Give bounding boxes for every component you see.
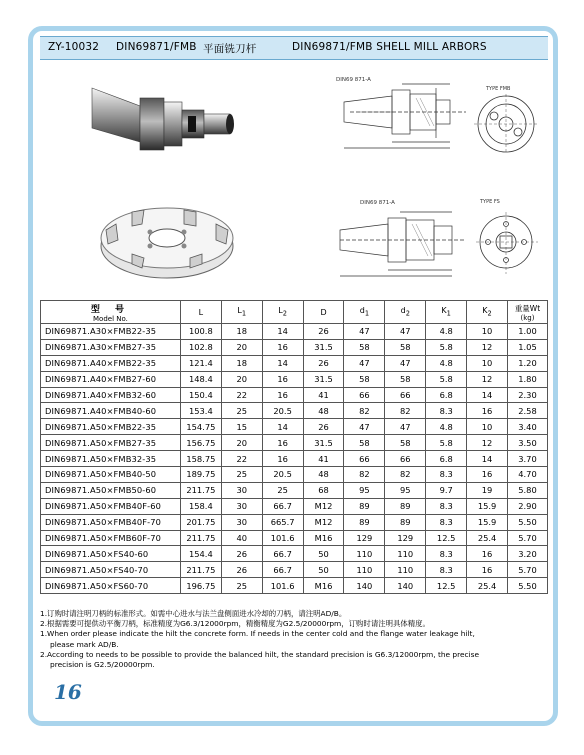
cell-L1: 30: [221, 514, 262, 530]
cell-d1: 82: [344, 403, 385, 419]
cell-K1: 12.5: [426, 530, 467, 546]
cell-d1: 47: [344, 324, 385, 340]
cell-model: DIN69871.A50×FMB40F-60: [41, 498, 181, 514]
cell-d2: 110: [385, 546, 426, 562]
product-name-en: DIN69871/FMB SHELL MILL ARBORS: [292, 41, 487, 53]
header-D: D: [303, 301, 344, 324]
cell-K1: 8.3: [426, 403, 467, 419]
cell-weight: 2.30: [508, 387, 548, 403]
cell-D: 68: [303, 482, 344, 498]
cell-weight: 5.70: [508, 530, 548, 546]
cell-L1: 20: [221, 371, 262, 387]
cell-weight: 1.20: [508, 355, 548, 371]
cell-weight: 5.80: [508, 482, 548, 498]
cell-L: 158.75: [180, 451, 221, 467]
cell-K1: 12.5: [426, 578, 467, 594]
cell-L2: 14: [262, 355, 303, 371]
cell-L1: 15: [221, 419, 262, 435]
cell-model: DIN69871.A30×FMB27-35: [41, 339, 181, 355]
cell-d2: 129: [385, 530, 426, 546]
arbor-photo: [80, 76, 250, 176]
spec-table: [40, 300, 548, 594]
header-d2: $d_2$: [385, 301, 426, 324]
note-en-2: 2.According to needs to be possible to provide the balanced hilt, the standard precision is G6.3/12000rpm, the precise: [40, 649, 480, 659]
cell-K2: 19: [467, 482, 508, 498]
cell-d2: 140: [385, 578, 426, 594]
cell-L1: 26: [221, 562, 262, 578]
cell-K1: 8.3: [426, 546, 467, 562]
table-row: [41, 546, 548, 562]
table-row: [41, 403, 548, 419]
cell-L: 211.75: [180, 530, 221, 546]
page-number: 16: [54, 680, 82, 704]
cell-L2: 101.6: [262, 578, 303, 594]
cell-L1: 25: [221, 578, 262, 594]
cell-d2: 89: [385, 498, 426, 514]
cell-D: 41: [303, 387, 344, 403]
cell-L1: 30: [221, 498, 262, 514]
cell-d1: 58: [344, 435, 385, 451]
cell-model: DIN69871.A50×FMB22-35: [41, 419, 181, 435]
table-row: [41, 482, 548, 498]
cell-L2: 25: [262, 482, 303, 498]
cell-d1: 58: [344, 371, 385, 387]
cell-model: DIN69871.A50×FMB27-35: [41, 435, 181, 451]
cell-K1: 8.3: [426, 498, 467, 514]
cell-d1: 110: [344, 562, 385, 578]
cell-L1: 20: [221, 435, 262, 451]
cell-d2: 89: [385, 514, 426, 530]
table-header-row: [41, 301, 548, 324]
cell-d1: 82: [344, 467, 385, 483]
cell-L: 211.75: [180, 562, 221, 578]
type-label-bottom: TYPE FS: [480, 199, 500, 205]
cell-d1: 110: [344, 546, 385, 562]
cell-weight: 1.80: [508, 371, 548, 387]
cell-d2: 58: [385, 371, 426, 387]
cell-L2: 16: [262, 451, 303, 467]
cell-weight: 4.70: [508, 467, 548, 483]
cell-d1: 58: [344, 339, 385, 355]
cell-L: 100.8: [180, 324, 221, 340]
cell-L1: 26: [221, 546, 262, 562]
cell-K2: 12: [467, 435, 508, 451]
table-row: [41, 324, 548, 340]
product-name-cn: 平面铣刀杆: [203, 43, 257, 55]
cell-L1: 18: [221, 355, 262, 371]
cell-D: 48: [303, 403, 344, 419]
header-d1: $d_1$: [344, 301, 385, 324]
cell-d1: 66: [344, 451, 385, 467]
table-row: [41, 514, 548, 530]
notes: [40, 609, 548, 670]
cell-d1: 140: [344, 578, 385, 594]
header-L2: $L_2$: [262, 301, 303, 324]
cell-L2: 20.5: [262, 403, 303, 419]
cell-weight: 5.50: [508, 514, 548, 530]
header-L1: $L_1$: [221, 301, 262, 324]
cell-L: 158.4: [180, 498, 221, 514]
table-row: [41, 530, 548, 546]
cell-weight: 3.40: [508, 419, 548, 435]
cell-model: DIN69871.A50×FS40-60: [41, 546, 181, 562]
cell-model: DIN69871.A50×FMB40-50: [41, 467, 181, 483]
cell-d2: 47: [385, 419, 426, 435]
cell-K2: 16: [467, 546, 508, 562]
cell-L1: 25: [221, 467, 262, 483]
din-label-top: DIN69 871-A: [336, 77, 371, 83]
cell-d1: 129: [344, 530, 385, 546]
cell-K1: 4.8: [426, 419, 467, 435]
table-row: [41, 387, 548, 403]
cell-L1: 40: [221, 530, 262, 546]
cell-L: 196.75: [180, 578, 221, 594]
note-cn-1: 1.订购时请注明刀柄的标准形式。如需中心进水与法兰盘侧面进水冷却的刀柄，请注明AD/B。: [40, 609, 347, 618]
cell-d2: 66: [385, 387, 426, 403]
cell-d2: 58: [385, 435, 426, 451]
fs-end-view-drawing: [474, 196, 544, 282]
cell-K2: 16: [467, 403, 508, 419]
cell-K2: 16: [467, 467, 508, 483]
table-row: [41, 578, 548, 594]
cell-D: 50: [303, 546, 344, 562]
cell-L2: 16: [262, 387, 303, 403]
cell-L: 156.75: [180, 435, 221, 451]
cutter-photo: [92, 196, 242, 286]
cell-model: DIN69871.A40×FMB27-60: [41, 371, 181, 387]
cell-K1: 8.3: [426, 514, 467, 530]
cell-d2: 47: [385, 355, 426, 371]
cell-K2: 25.4: [467, 530, 508, 546]
cell-K2: 14: [467, 387, 508, 403]
cell-D: 26: [303, 419, 344, 435]
cell-D: 26: [303, 324, 344, 340]
fmb-end-view-drawing: [472, 84, 542, 160]
table-row: [41, 498, 548, 514]
cell-K2: 10: [467, 419, 508, 435]
cell-L1: 22: [221, 451, 262, 467]
fmb-section-drawing: [330, 68, 470, 160]
cell-L2: 16: [262, 435, 303, 451]
cell-d1: 89: [344, 514, 385, 530]
cell-K1: 4.8: [426, 324, 467, 340]
cell-model: DIN69871.A50×FS40-70: [41, 562, 181, 578]
table-row: [41, 562, 548, 578]
cell-D: M16: [303, 578, 344, 594]
cell-K1: 9.7: [426, 482, 467, 498]
cell-D: 31.5: [303, 339, 344, 355]
header-K2: $K_2$: [467, 301, 508, 324]
cell-model: DIN69871.A50×FS60-70: [41, 578, 181, 594]
cell-L1: 25: [221, 403, 262, 419]
cell-L: 150.4: [180, 387, 221, 403]
table-row: [41, 467, 548, 483]
product-standard: DIN69871/FMB: [116, 41, 197, 53]
cell-d2: 110: [385, 562, 426, 578]
cell-L: 102.8: [180, 339, 221, 355]
cell-model: DIN69871.A50×FMB32-35: [41, 451, 181, 467]
cell-weight: 3.70: [508, 451, 548, 467]
cell-K2: 14: [467, 451, 508, 467]
cell-D: 50: [303, 562, 344, 578]
cell-d2: 82: [385, 403, 426, 419]
cell-L1: 18: [221, 324, 262, 340]
cell-weight: 5.50: [508, 578, 548, 594]
table-row: [41, 451, 548, 467]
cell-L2: 14: [262, 419, 303, 435]
page-content: [40, 36, 548, 704]
cell-K1: 5.8: [426, 435, 467, 451]
cell-L: 153.4: [180, 403, 221, 419]
table-row: [41, 355, 548, 371]
cell-K2: 10: [467, 355, 508, 371]
cell-K2: 25.4: [467, 578, 508, 594]
cell-weight: 2.58: [508, 403, 548, 419]
cell-L1: 22: [221, 387, 262, 403]
cell-K2: 15.9: [467, 514, 508, 530]
cell-model: DIN69871.A50×FMB60F-70: [41, 530, 181, 546]
cell-K2: 15.9: [467, 498, 508, 514]
cell-d2: 95: [385, 482, 426, 498]
cell-L: 211.75: [180, 482, 221, 498]
cell-L: 154.75: [180, 419, 221, 435]
cell-model: DIN69871.A40×FMB32-60: [41, 387, 181, 403]
cell-L: 121.4: [180, 355, 221, 371]
cell-D: 41: [303, 451, 344, 467]
cell-K2: 10: [467, 324, 508, 340]
cell-K2: 12: [467, 371, 508, 387]
fs-section-drawing: [330, 196, 470, 286]
table-row: [41, 371, 548, 387]
cell-d1: 47: [344, 355, 385, 371]
product-code: ZY-10032: [48, 41, 100, 53]
cell-L: 189.75: [180, 467, 221, 483]
cell-L1: 20: [221, 339, 262, 355]
cell-weight: 1.00: [508, 324, 548, 340]
title-bar: [40, 36, 548, 60]
cell-L2: 14: [262, 324, 303, 340]
cell-d1: 95: [344, 482, 385, 498]
table-row: [41, 435, 548, 451]
cell-D: M12: [303, 498, 344, 514]
header-L: L: [180, 301, 221, 324]
cell-weight: 3.20: [508, 546, 548, 562]
cell-d2: 58: [385, 339, 426, 355]
cell-K1: 4.8: [426, 355, 467, 371]
cell-L2: 101.6: [262, 530, 303, 546]
cell-L: 154.4: [180, 546, 221, 562]
cell-K2: 16: [467, 562, 508, 578]
cell-d2: 66: [385, 451, 426, 467]
cell-d1: 47: [344, 419, 385, 435]
cell-d1: 66: [344, 387, 385, 403]
cell-d2: 47: [385, 324, 426, 340]
cell-D: 48: [303, 467, 344, 483]
cell-weight: 3.50: [508, 435, 548, 451]
type-label-top: TYPE FMB: [486, 86, 511, 92]
cell-weight: 2.90: [508, 498, 548, 514]
din-label-bottom: DIN69 871-A: [360, 200, 395, 206]
cell-L2: 665.7: [262, 514, 303, 530]
header-weight: 重量Wt (kg): [508, 301, 548, 324]
note-en-1: 1.When order please indicate the hilt the concrete form. If needs in the center cold and the flange water leakage hilt,: [40, 629, 475, 639]
cell-weight: 1.05: [508, 339, 548, 355]
cell-K2: 12: [467, 339, 508, 355]
cell-L2: 66.7: [262, 562, 303, 578]
cell-L: 201.75: [180, 514, 221, 530]
cell-model: DIN69871.A30×FMB22-35: [41, 324, 181, 340]
cell-L1: 30: [221, 482, 262, 498]
cell-L: 148.4: [180, 371, 221, 387]
cell-L2: 20.5: [262, 467, 303, 483]
cell-K1: 5.8: [426, 339, 467, 355]
cell-K1: 6.8: [426, 387, 467, 403]
cell-L2: 66.7: [262, 498, 303, 514]
cell-K1: 6.8: [426, 451, 467, 467]
cell-L2: 66.7: [262, 546, 303, 562]
cell-model: DIN69871.A40×FMB40-60: [41, 403, 181, 419]
cell-L2: 16: [262, 339, 303, 355]
table-row: [41, 339, 548, 355]
cell-weight: 5.70: [508, 562, 548, 578]
cell-D: M12: [303, 514, 344, 530]
cell-d2: 82: [385, 467, 426, 483]
note-en-1-cont: please mark AD/B.: [50, 639, 119, 649]
header-K1: $K_1$: [426, 301, 467, 324]
cell-L2: 16: [262, 371, 303, 387]
header-model: 型 号 Model No.: [41, 301, 181, 324]
cell-d1: 89: [344, 498, 385, 514]
cell-D: 26: [303, 355, 344, 371]
table-row: [41, 419, 548, 435]
cell-model: DIN69871.A50×FMB50-60: [41, 482, 181, 498]
cell-K1: 8.3: [426, 467, 467, 483]
cell-K1: 8.3: [426, 562, 467, 578]
note-cn-2: 2.根据需要可提供动平衡刀柄，标准精度为G6.3/12000rpm，精衡精度为G2.5/20000rpm，订购时请注明具体精度。: [40, 619, 430, 629]
cell-D: 31.5: [303, 435, 344, 451]
cell-D: 31.5: [303, 371, 344, 387]
cell-model: DIN69871.A40×FMB22-35: [41, 355, 181, 371]
cell-K1: 5.8: [426, 371, 467, 387]
cell-model: DIN69871.A50×FMB40F-70: [41, 514, 181, 530]
note-en-2-cont: precision is G2.5/20000rpm.: [50, 660, 155, 670]
cell-D: M16: [303, 530, 344, 546]
